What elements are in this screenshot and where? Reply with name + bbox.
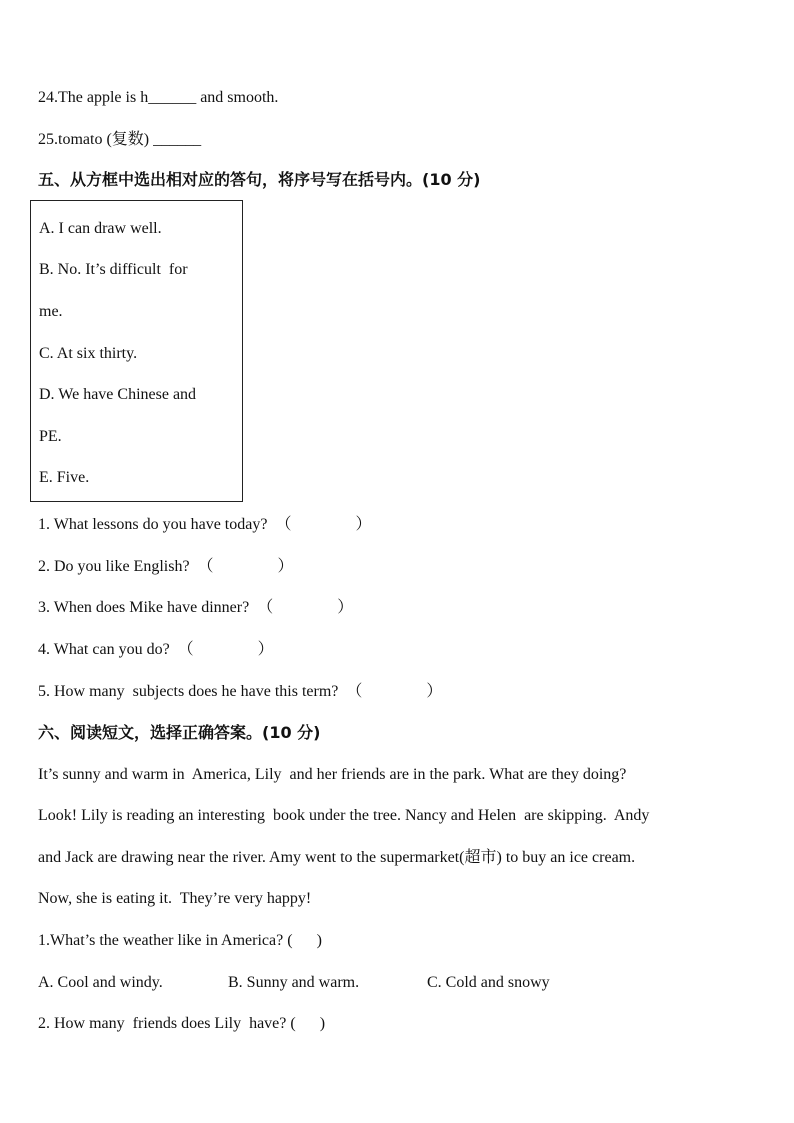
match-question-5: 5. How many subjects does he have this term? （ ） xyxy=(38,683,443,700)
option-b: B. No. It’s difficult for xyxy=(39,261,188,278)
passage-line-1: It’s sunny and warm in America, Lily and her friends are in the park. What are they doing? xyxy=(38,766,627,783)
section5-heading: 五、从方框中选出相对应的答句，将序号写在括号内。(10 分) xyxy=(38,170,481,189)
fill-item-25: 25.tomato (复数) ______ xyxy=(38,131,202,148)
reading-question-1: 1.What’s the weather like in America? ( ) xyxy=(38,932,322,949)
reading-q1-option-c: C. Cold and snowy xyxy=(427,974,550,991)
option-c: C. At six thirty. xyxy=(39,345,138,362)
option-d-cont: PE. xyxy=(39,428,62,445)
match-question-4: 4. What can you do? （ ） xyxy=(38,641,274,658)
passage-line-4: Now, she is eating it. They’re very happy! xyxy=(38,890,312,907)
option-d: D. We have Chinese and xyxy=(39,386,197,403)
match-question-1: 1. What lessons do you have today? （ ） xyxy=(38,516,372,533)
option-a: A. I can draw well. xyxy=(39,220,162,237)
fill-item-24: 24.The apple is h______ and smooth. xyxy=(38,89,279,106)
passage-line-3: and Jack are drawing near the river. Amy went to the supermarket(超市) to buy an ice cream. xyxy=(38,849,636,866)
passage-line-2: Look! Lily is reading an interesting book under the tree. Nancy and Helen are skipping. Andy xyxy=(38,807,650,824)
options-box xyxy=(30,200,243,502)
option-e: E. Five. xyxy=(39,469,90,486)
reading-question-2: 2. How many friends does Lily have? ( ) xyxy=(38,1015,326,1032)
option-b-cont: me. xyxy=(39,303,63,320)
reading-q1-option-a: A. Cool and windy. xyxy=(38,974,163,991)
match-question-2: 2. Do you like English? （ ） xyxy=(38,558,294,575)
reading-q1-option-b: B. Sunny and warm. xyxy=(228,974,360,991)
match-question-3: 3. When does Mike have dinner? （ ） xyxy=(38,599,354,616)
section6-heading: 六、阅读短文，选择正确答案。(10 分) xyxy=(38,723,321,742)
